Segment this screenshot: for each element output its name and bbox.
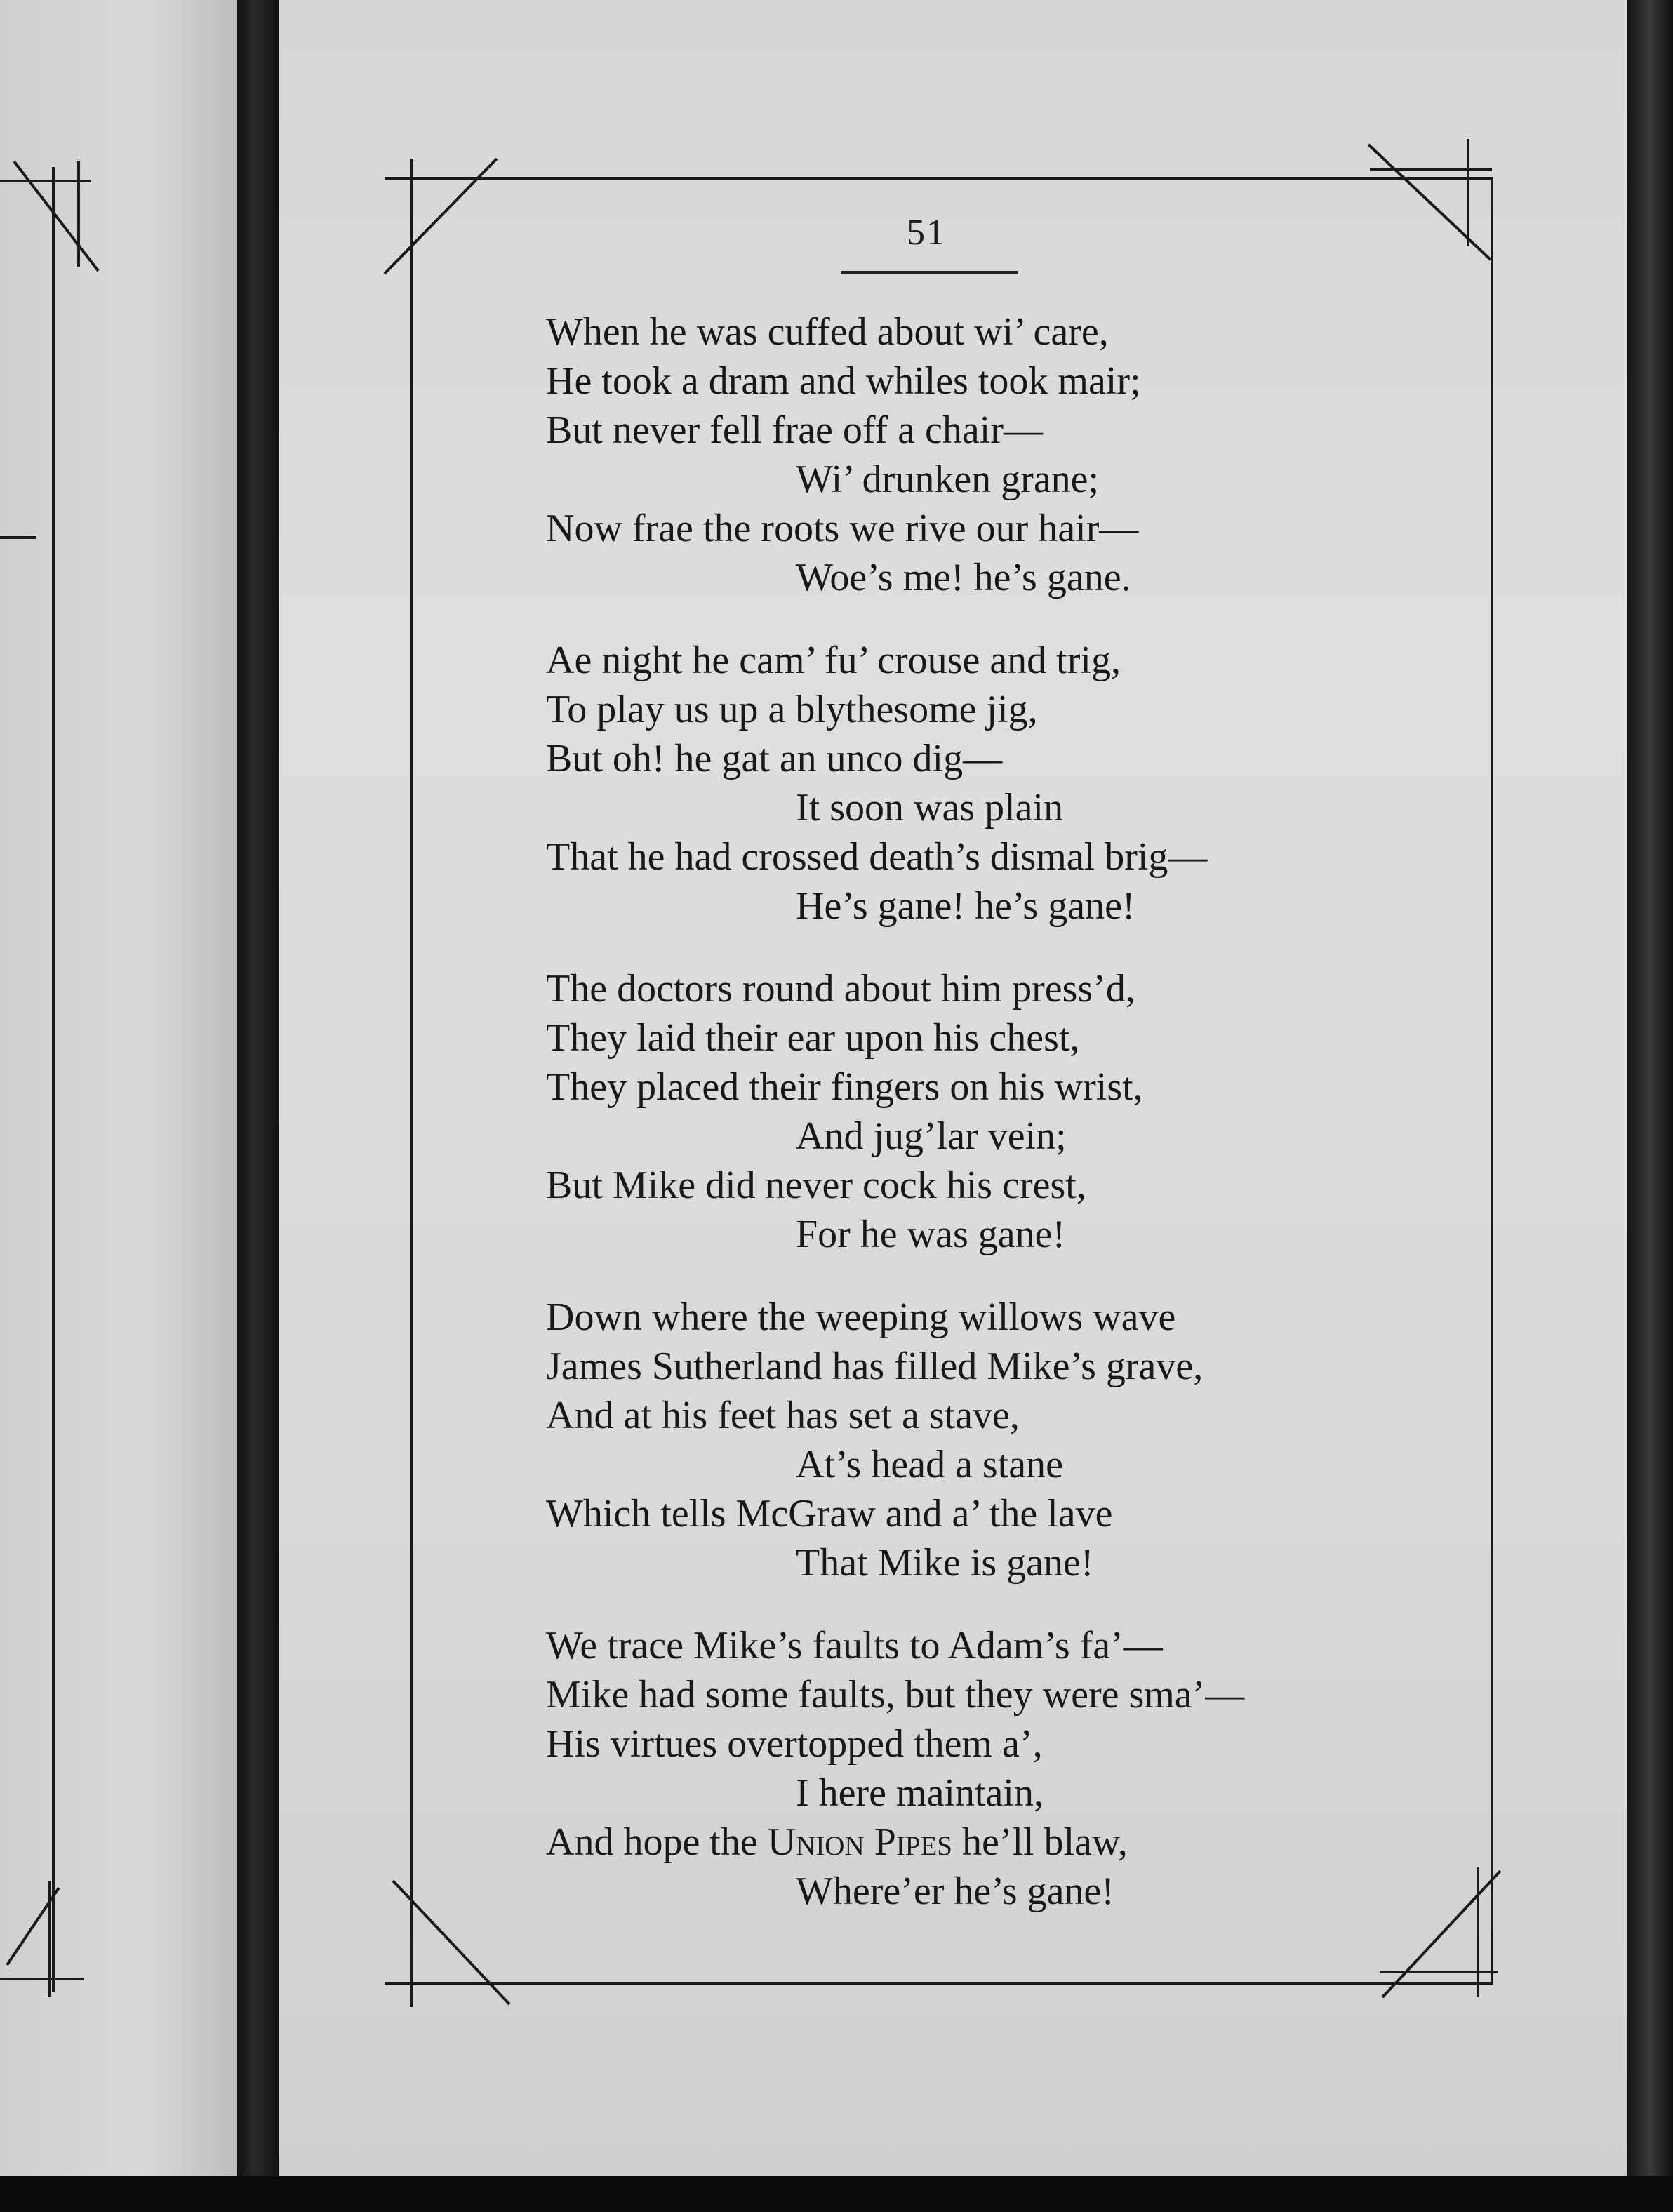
poem-line: His virtues overtopped them a’, — [546, 1722, 1043, 1766]
poem-line: Which tells McGraw and a’ the lave — [546, 1492, 1113, 1535]
poem-line: James Sutherland has filled Mike’s grave, — [546, 1345, 1204, 1388]
poem-line: At’s head a stane — [796, 1443, 1063, 1486]
poem-line: He took a dram and whiles took mair; — [546, 359, 1141, 403]
poem-line: To play us up a blythesome jig, — [546, 688, 1038, 731]
poem-line: When he was cuffed about wi’ care, — [546, 310, 1109, 354]
poem-line: But Mike did never cock his crest, — [546, 1164, 1086, 1207]
poem-line: That he had crossed death’s dismal brig— — [546, 835, 1208, 879]
poem-line: Mike had some faults, but they were sma’— — [546, 1673, 1245, 1717]
poem-line: And jug’lar vein; — [796, 1114, 1067, 1158]
left-page-corner-ornament-bottom — [0, 1881, 84, 1997]
poem-line: Woe’s me! he’s gane. — [796, 556, 1131, 599]
poem-line: And hope the Union Pipes he’ll blaw, — [546, 1820, 1128, 1864]
stanza-gap — [546, 1587, 1458, 1621]
poem-line: And at his feet has set a stave, — [546, 1394, 1020, 1437]
poem-line: But oh! he gat an unco dig— — [546, 737, 1003, 780]
poem-line: Down where the weeping willows wave — [546, 1295, 1176, 1339]
stanza-gap — [546, 1259, 1458, 1293]
stanza — [546, 964, 1458, 1259]
corner-ornament-top-right — [1368, 139, 1492, 260]
poem-line: Wi’ drunken grane; — [796, 458, 1100, 501]
stanza-gap — [546, 931, 1458, 964]
corner-ornament-top-left — [385, 159, 497, 275]
poem-line: They placed their fingers on his wrist, — [546, 1065, 1143, 1109]
poem-line: The doctors round about him press’d, — [546, 967, 1135, 1011]
poem-line: Where’er he’s gane! — [796, 1870, 1114, 1913]
stanza — [546, 636, 1458, 931]
poem-line: Ae night he cam’ fu’ crouse and trig, — [546, 639, 1121, 682]
poem-line: They laid their ear upon his chest, — [546, 1016, 1080, 1060]
stanza-gap — [546, 602, 1458, 636]
stanza — [546, 1621, 1458, 1916]
corner-ornament-bottom-left — [385, 1881, 519, 2007]
poem-line: For he was gane! — [796, 1213, 1066, 1256]
poem-line: Now frae the roots we rive our hair— — [546, 507, 1139, 550]
poem-text — [546, 307, 1458, 1916]
poem-line: We trace Mike’s faults to Adam’s fa’— — [546, 1624, 1163, 1667]
page-number-rule — [841, 271, 1018, 274]
poem-line: But never fell frae off a chair— — [546, 408, 1043, 452]
poem-line: That Mike is gane! — [796, 1541, 1094, 1585]
poem-line: He’s gane! he’s gane! — [796, 884, 1135, 928]
left-page-corner-ornament-top — [0, 161, 98, 271]
stanza — [546, 1293, 1458, 1587]
poem-line: It soon was plain — [796, 786, 1064, 830]
page-number: 51 — [907, 213, 946, 253]
poem-line: I here maintain, — [796, 1771, 1044, 1815]
stanza — [546, 307, 1458, 602]
